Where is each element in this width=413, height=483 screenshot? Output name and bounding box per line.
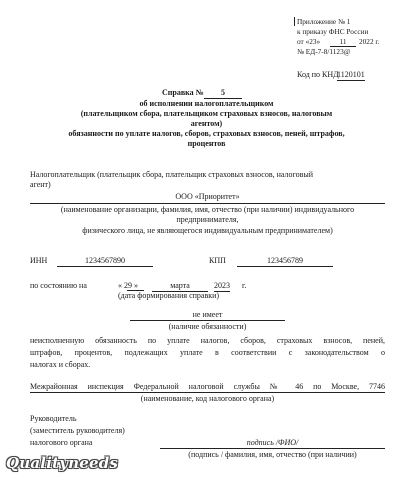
- status-date-day: « 29 »: [118, 281, 138, 290]
- taxpayer-caption-line-2: предпринимателя,: [176, 215, 239, 224]
- taxpayer-caption-line-1: (наименование организации, фамилия, имя, отчество (при наличии) индивидуального: [60, 205, 355, 214]
- order-year: 2022 г.: [359, 37, 380, 46]
- inn-label: ИНН: [30, 256, 48, 265]
- inn-value: 1234567890: [57, 256, 153, 267]
- signature-field: подпись /ФИО/: [246, 438, 299, 447]
- status-date-prefix: по состоянию на: [30, 281, 87, 290]
- signatory-role-line-2: (заместитель руководителя): [30, 426, 125, 435]
- signature-caption: (подпись / фамилия, имя, отчество (при наличии): [188, 450, 357, 459]
- certificate-title-prefix: Справка №: [162, 88, 204, 97]
- status-date-year: 2023: [214, 281, 230, 290]
- order-reference: к приказу ФНС России: [297, 27, 369, 36]
- taxpayer-label-line-1: Налогоплательщик (плательщик сбора, плательщик страховых взносов, налоговый: [30, 170, 314, 179]
- obligation-text-line-3: налогах и сборах.: [30, 360, 91, 369]
- signatory-role-line-3: налогового органа: [30, 438, 93, 447]
- obligation-text-line-2: штрафов, процентов, подлежащих уплате в соответствии с законодательством о: [30, 348, 385, 357]
- signature-underline: [160, 448, 385, 449]
- order-date-prefix: от «23»: [297, 37, 321, 46]
- taxpayer-name-underline: [30, 203, 385, 204]
- text-cursor: [294, 17, 295, 26]
- status-date-month: марта: [152, 281, 208, 292]
- obligation-underline: [130, 320, 285, 321]
- certificate-number: 5: [204, 88, 242, 99]
- tax-authority-caption: (наименование, код налогового органа): [140, 394, 275, 403]
- order-month: 11: [330, 37, 356, 47]
- title-line-2: (плательщиком сбора, плательщиком страховых взносов, налоговым: [80, 109, 333, 118]
- title-line-3: агентом): [190, 119, 223, 128]
- title-line-5: процентов: [187, 139, 226, 148]
- tax-authority-name: Межрайонная инспекция Федеральной налоговой службы № 46 по Москве, 7746: [30, 382, 385, 391]
- taxpayer-label-line-2: агент): [30, 180, 51, 189]
- signatory-role-line-1: Руководитель: [30, 414, 77, 423]
- knd-value: 1120101: [337, 70, 365, 79]
- status-date-caption: (дата формирования справки): [118, 291, 220, 300]
- obligation-caption: (наличие обязанности): [168, 322, 247, 331]
- title-line-4: обязанности по уплате налогов, сборов, страховых взносов, пеней, штрафов,: [68, 129, 345, 138]
- title-line-1: об исполнении налогоплательщиком: [139, 99, 274, 108]
- kpp-label: КПП: [209, 256, 226, 265]
- taxpayer-caption-line-3: физического лица, не являющегося индивидуальным предпринимателем): [82, 226, 333, 235]
- obligation-text-line-1: неисполненную обязанность по уплате налогов, сборов, страховых взносов, пеней,: [30, 336, 385, 345]
- order-number: № ЕД-7-8/1123@: [297, 47, 351, 56]
- knd-label: Код по КНД: [297, 70, 339, 79]
- watermark: Qualityneeds: [6, 454, 119, 472]
- obligation-value: не имеет: [192, 310, 223, 319]
- tax-authority-underline: [30, 392, 385, 393]
- kpp-value: 123456789: [237, 256, 333, 267]
- status-date-year-suffix: г.: [242, 281, 247, 290]
- taxpayer-name: ООО «Приоритет»: [175, 192, 240, 201]
- appendix-label: Приложение № 1: [297, 17, 351, 26]
